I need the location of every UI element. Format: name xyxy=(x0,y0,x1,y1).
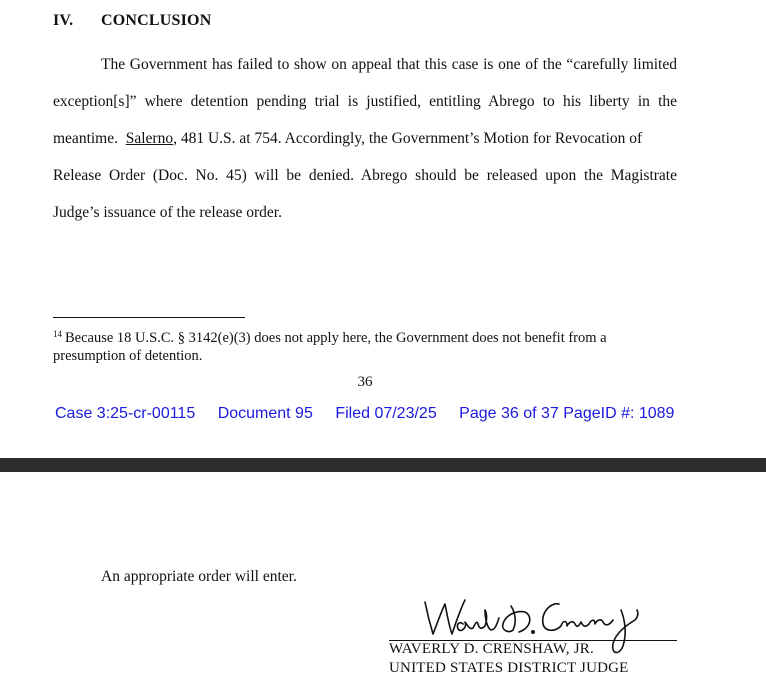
paragraph-line-1: The Government has failed to show on appeal that this case is one of the “carefully limited xyxy=(101,56,677,73)
paragraph-line-5: Judge’s issuance of the release order. xyxy=(53,204,282,221)
footnote-text: Because 18 U.S.C. § 3142(e)(3) does not apply here, the Government does not benefit from a presumption of detention. xyxy=(53,330,607,364)
paragraph-line-3-start: meantime. xyxy=(53,130,118,147)
judge-name: WAVERLY D. CRENSHAW, JR. xyxy=(389,641,594,657)
section-number: IV. xyxy=(53,12,74,29)
footnote xyxy=(53,325,677,365)
footnote-marker: 14 xyxy=(53,329,62,339)
stamp-filed: Filed 07/23/25 xyxy=(335,405,437,422)
paragraph-line-3 xyxy=(53,120,677,157)
page-divider xyxy=(0,458,766,472)
section-heading xyxy=(53,12,211,30)
stamp-document: Document 95 xyxy=(217,405,313,422)
salerno-citation: Salerno xyxy=(125,130,174,147)
conclusion-paragraph xyxy=(53,46,677,231)
section-title: CONCLUSION xyxy=(101,12,212,29)
paragraph-line-3-end: , 481 U.S. at 754. Accordingly, the Government’s Motion for Revocation of xyxy=(173,130,643,147)
stamp-page: Page 36 of 37 PageID #: 1089 xyxy=(459,405,675,422)
footnote-separator xyxy=(53,317,245,318)
ecf-header-stamp xyxy=(55,405,692,423)
closing-statement: An appropriate order will enter. xyxy=(101,568,297,585)
page-number: 36 xyxy=(357,374,373,390)
paragraph-line-4: Release Order (Doc. No. 45) will be denied. Abrego should be released upon the Magistrate xyxy=(53,167,677,184)
stamp-case: Case 3:25-cr-00115 xyxy=(55,405,196,422)
paragraph-line-2: exception[s]” where detention pending trial is justified, entitling Abrego to his liberty in the xyxy=(53,93,677,110)
judge-title: UNITED STATES DISTRICT JUDGE xyxy=(389,660,629,676)
